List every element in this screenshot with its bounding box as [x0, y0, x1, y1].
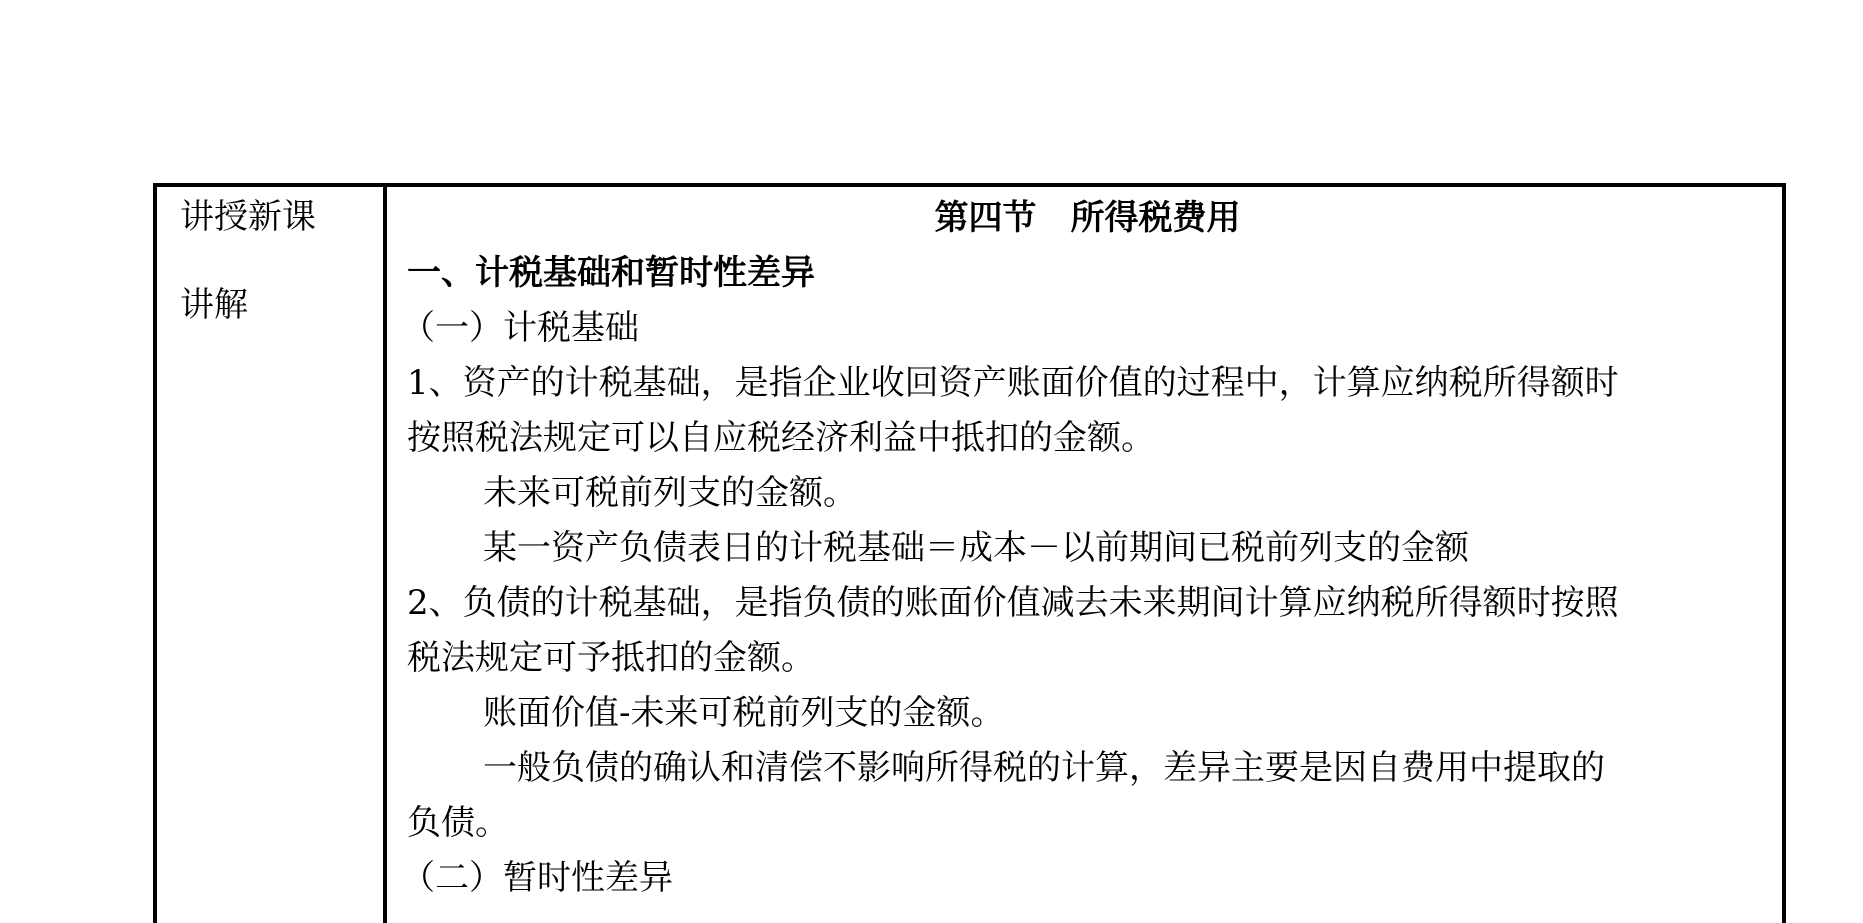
- asset-tax-basis-formula: 某一资产负债表日的计税基础＝成本－以前期间已税前列支的金额: [483, 528, 1469, 568]
- liability-tax-basis-note-2-line-1: 一般负债的确认和清偿不影响所得税的计算，差异主要是因自费用中提取的: [483, 748, 1605, 788]
- lesson-content-column: [387, 187, 1782, 923]
- liability-tax-basis-line-1: 2、负债的计税基础，是指负债的账面价值减去未来期间计算应纳税所得额时按照: [407, 583, 1619, 623]
- heading-tax-basis-and-temporary-differences: 一、计税基础和暂时性差异: [407, 253, 815, 293]
- liability-tax-basis-note-2-line-2: 负债。: [407, 803, 509, 843]
- subheading-tax-basis: （一）计税基础: [401, 308, 639, 348]
- liability-tax-basis-note-1: 账面价值-未来可税前列支的金额。: [483, 693, 1005, 733]
- section-title: 第四节 所得税费用: [934, 198, 1241, 238]
- asset-tax-basis-note-1: 未来可税前列支的金额。: [483, 473, 857, 513]
- asset-tax-basis-line-1: 1、资产的计税基础，是指企业收回资产账面价值的过程中，计算应纳税所得额时: [407, 363, 1619, 403]
- subheading-temporary-differences: （二）暂时性差异: [401, 858, 673, 898]
- lesson-type-column: [157, 187, 387, 923]
- asset-tax-basis-line-2: 按照税法规定可以自应税经济利益中抵扣的金额。: [407, 418, 1155, 458]
- lesson-type-label: 讲授新课: [180, 197, 316, 237]
- lesson-table: [153, 183, 1786, 923]
- liability-tax-basis-line-2: 税法规定可予抵扣的金额。: [407, 638, 815, 678]
- teaching-method-label: 讲解: [180, 285, 248, 325]
